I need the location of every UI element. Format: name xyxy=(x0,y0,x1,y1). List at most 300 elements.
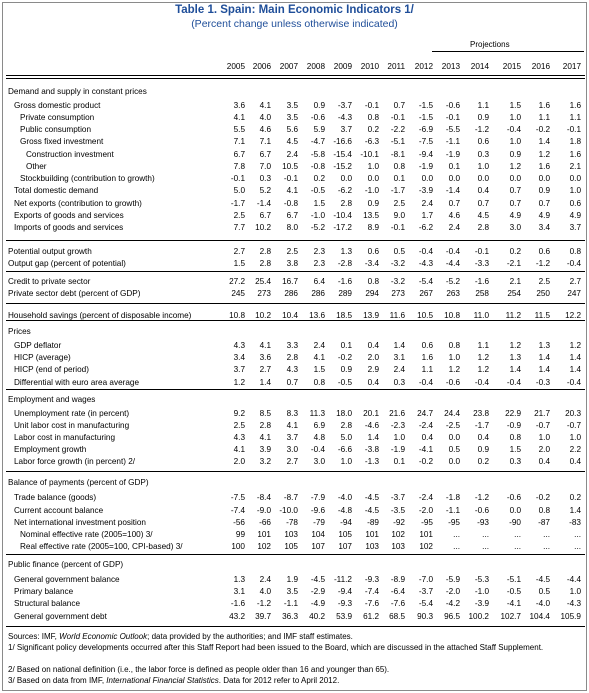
table-cell: -1.9 xyxy=(445,150,460,159)
table-cell: 0.4 xyxy=(569,457,581,466)
section-divider xyxy=(6,303,585,304)
table-row xyxy=(0,444,589,456)
row-label: Credit to private sector xyxy=(8,277,91,286)
row-label: Structural balance xyxy=(14,599,80,608)
table-cell: 0.4 xyxy=(538,457,550,466)
table-title: Table 1. Spain: Main Economic Indicators 1/ xyxy=(175,4,414,16)
table-row xyxy=(0,432,589,444)
table-cell: 24.7 xyxy=(417,409,433,418)
table-cell: 3.1 xyxy=(233,587,245,596)
table-cell: 2.8 xyxy=(259,259,271,268)
table-cell: -7.5 xyxy=(230,493,245,502)
table-cell: 1.2 xyxy=(569,341,581,350)
table-cell: 10.4 xyxy=(282,311,298,320)
table-cell: 3.3 xyxy=(286,341,298,350)
table-cell: -2.0 xyxy=(418,506,433,515)
table-cell: 1.5 xyxy=(233,259,245,268)
table-cell: -0.1 xyxy=(230,174,245,183)
table-cell: 1.0 xyxy=(569,587,581,596)
table-cell: -5.9 xyxy=(445,575,460,584)
table-row xyxy=(0,364,589,376)
table-cell: ... xyxy=(543,542,550,551)
table-cell: 0.3 xyxy=(509,457,521,466)
table-cell: 107 xyxy=(338,542,352,551)
table-cell: 4.1 xyxy=(286,421,298,430)
table-row xyxy=(0,529,589,541)
table-cell: 4.1 xyxy=(259,341,271,350)
row-label: Potential output growth xyxy=(8,247,92,256)
table-cell: 1.2 xyxy=(477,365,489,374)
table-cell: -0.4 xyxy=(506,125,521,134)
table-cell: 1.4 xyxy=(538,137,550,146)
table-cell: -87 xyxy=(538,518,550,527)
row-label: HICP (average) xyxy=(14,353,71,362)
table-cell: 5.2 xyxy=(259,186,271,195)
table-cell: 2.5 xyxy=(233,421,245,430)
table-cell: 11.3 xyxy=(309,409,325,418)
table-cell: 0.0 xyxy=(448,433,460,442)
table-cell: -1.9 xyxy=(390,445,405,454)
section-heading: Prices xyxy=(8,327,31,336)
table-cell: 53.9 xyxy=(336,612,352,621)
table-cell: -1.5 xyxy=(418,101,433,110)
footnote-3: 3/ Based on data from IMF, International Financial Statistics. Data for 2012 refer to April 2012. xyxy=(8,676,340,685)
table-cell: -11.2 xyxy=(333,575,352,584)
table-row xyxy=(0,456,589,468)
table-cell: -5.2 xyxy=(310,223,325,232)
table-cell: -4.9 xyxy=(310,599,325,608)
table-cell: 8.5 xyxy=(259,409,271,418)
table-cell: -3.2 xyxy=(390,259,405,268)
row-label: Imports of goods and services xyxy=(14,223,124,232)
table-cell: -5.3 xyxy=(474,575,489,584)
table-cell: 11.5 xyxy=(534,311,550,320)
table-cell: -0.1 xyxy=(390,223,405,232)
table-cell: 289 xyxy=(338,289,352,298)
table-row xyxy=(0,198,589,210)
table-cell: 8.9 xyxy=(367,223,379,232)
table-cell: 3.9 xyxy=(259,445,271,454)
table-cell: -0.4 xyxy=(566,378,581,387)
table-cell: 3.7 xyxy=(286,433,298,442)
table-cell: 245 xyxy=(231,289,245,298)
table-cell: 10.5 xyxy=(417,311,433,320)
table-cell: 0.7 xyxy=(448,199,460,208)
table-cell: 3.5 xyxy=(286,101,298,110)
table-cell: 3.5 xyxy=(286,113,298,122)
table-cell: -5.1 xyxy=(390,137,405,146)
row-label: Real effective rate (2005=100, CPI-based) 3/ xyxy=(20,542,183,551)
row-label: Stockbuilding (contribution to growth) xyxy=(20,174,155,183)
year-header: 2012 xyxy=(414,62,433,71)
table-cell: 102 xyxy=(391,530,405,539)
table-cell: -4.1 xyxy=(418,445,433,454)
table-cell: 3.7 xyxy=(233,365,245,374)
table-cell: -4.5 xyxy=(535,575,550,584)
table-cell: 2.4 xyxy=(393,365,405,374)
table-cell: 1.2 xyxy=(233,378,245,387)
table-cell: -4.7 xyxy=(310,137,325,146)
table-cell: 4.5 xyxy=(286,137,298,146)
table-cell: 0.2 xyxy=(367,125,379,134)
table-cell: -15.2 xyxy=(333,162,352,171)
table-cell: -3.7 xyxy=(418,587,433,596)
table-cell: 4.1 xyxy=(259,433,271,442)
table-cell: 2.7 xyxy=(259,365,271,374)
footnote-sources: Sources: IMF, World Economic Outlook; data provided by the authorities; and IMF staff estimates. xyxy=(8,632,353,641)
row-label: Unit labor cost in manufacturing xyxy=(14,421,130,430)
table-cell: 0.7 xyxy=(477,199,489,208)
table-cell: 7.1 xyxy=(259,137,271,146)
table-cell: 0.6 xyxy=(421,341,433,350)
table-cell: -6.2 xyxy=(337,186,352,195)
table-cell: 0.5 xyxy=(393,247,405,256)
section-heading-row xyxy=(0,86,589,98)
table-cell: 0.3 xyxy=(259,174,271,183)
table-cell: 2.0 xyxy=(233,457,245,466)
table-cell: -6.4 xyxy=(390,587,405,596)
table-cell: -0.6 xyxy=(310,113,325,122)
table-cell: -95 xyxy=(448,518,460,527)
table-cell: -7.6 xyxy=(390,599,405,608)
table-cell: -1.6 xyxy=(337,277,352,286)
table-cell: 7.0 xyxy=(259,162,271,171)
table-cell: 12.2 xyxy=(565,311,581,320)
table-cell: -3.7 xyxy=(337,101,352,110)
table-row xyxy=(0,161,589,173)
table-cell: -2.5 xyxy=(445,421,460,430)
table-cell: -1.4 xyxy=(256,199,271,208)
projections-rule xyxy=(432,51,584,52)
table-cell: 286 xyxy=(284,289,298,298)
row-label: Primary balance xyxy=(14,587,74,596)
table-cell: 294 xyxy=(365,289,379,298)
table-cell: 18.5 xyxy=(336,311,352,320)
footnote-2: 2/ Based on national definition (i.e., the labor force is defined as people older than 16 and younger than 65). xyxy=(8,665,390,674)
table-cell: -1.7 xyxy=(390,186,405,195)
table-cell: 0.4 xyxy=(477,433,489,442)
year-header: 2008 xyxy=(306,62,325,71)
table-cell: 101 xyxy=(365,530,379,539)
table-row xyxy=(0,541,589,553)
table-cell: -92 xyxy=(393,518,405,527)
table-cell: 0.4 xyxy=(477,186,489,195)
table-cell: ... xyxy=(574,530,581,539)
table-cell: 1.2 xyxy=(477,353,489,362)
table-cell: 3.6 xyxy=(259,353,271,362)
table-cell: -1.3 xyxy=(364,457,379,466)
table-cell: 2.3 xyxy=(313,259,325,268)
table-cell: 1.4 xyxy=(569,353,581,362)
row-label: General government balance xyxy=(14,575,120,584)
table-cell: 0.1 xyxy=(393,174,405,183)
section-divider xyxy=(6,471,585,472)
table-cell: -0.9 xyxy=(506,421,521,430)
section-divider xyxy=(6,389,585,390)
table-cell: 23.8 xyxy=(473,409,489,418)
table-cell: -0.4 xyxy=(445,247,460,256)
table-cell: -0.1 xyxy=(364,101,379,110)
row-label: Gross domestic product xyxy=(14,101,101,110)
table-cell: 8.3 xyxy=(286,409,298,418)
table-cell: -0.1 xyxy=(445,113,460,122)
table-cell: 13.9 xyxy=(363,311,379,320)
table-cell: 2.7 xyxy=(286,457,298,466)
table-cell: 100 xyxy=(231,542,245,551)
row-label: Net exports (contribution to growth) xyxy=(14,199,142,208)
table-cell: -9.3 xyxy=(337,599,352,608)
table-cell: -1.0 xyxy=(364,186,379,195)
table-row xyxy=(0,377,589,389)
section-divider xyxy=(6,240,585,241)
table-cell: 2.3 xyxy=(313,247,325,256)
table-cell: 1.0 xyxy=(509,137,521,146)
table-cell: -0.5 xyxy=(310,186,325,195)
table-cell: -6.9 xyxy=(418,125,433,134)
table-cell: 0.4 xyxy=(367,341,379,350)
table-cell: 1.1 xyxy=(538,113,550,122)
table-cell: 0.8 xyxy=(393,162,405,171)
table-cell: 5.0 xyxy=(233,186,245,195)
table-cell: 1.5 xyxy=(313,365,325,374)
table-cell: 1.4 xyxy=(569,506,581,515)
table-cell: 13.5 xyxy=(363,211,379,220)
table-cell: -1.0 xyxy=(310,211,325,220)
table-cell: 4.0 xyxy=(259,587,271,596)
table-cell: 4.3 xyxy=(286,365,298,374)
table-cell: 4.6 xyxy=(448,211,460,220)
table-cell: 0.4 xyxy=(367,378,379,387)
table-cell: -5.5 xyxy=(445,125,460,134)
table-cell: 105 xyxy=(284,542,298,551)
table-cell: 1.3 xyxy=(340,247,352,256)
table-cell: 0.3 xyxy=(393,378,405,387)
table-cell: 1.5 xyxy=(509,101,521,110)
table-cell: 103 xyxy=(284,530,298,539)
table-row xyxy=(0,340,589,352)
table-cell: 5.0 xyxy=(340,433,352,442)
table-row xyxy=(0,505,589,517)
table-cell: -6.2 xyxy=(418,223,433,232)
table-cell: 0.1 xyxy=(448,162,460,171)
table-cell: 0.8 xyxy=(569,247,581,256)
table-row xyxy=(0,246,589,258)
table-cell: 1.6 xyxy=(538,162,550,171)
row-label: Household savings (percent of disposable income) xyxy=(8,311,192,320)
table-cell: -1.0 xyxy=(474,587,489,596)
table-cell: -0.8 xyxy=(283,199,298,208)
table-cell: 103 xyxy=(391,542,405,551)
table-row xyxy=(0,124,589,136)
table-cell: 0.8 xyxy=(538,506,550,515)
table-cell: 1.0 xyxy=(393,433,405,442)
row-label: Net international investment position xyxy=(14,518,146,527)
table-cell: 2.4 xyxy=(259,575,271,584)
section-divider xyxy=(6,271,585,272)
table-cell: 0.9 xyxy=(313,101,325,110)
table-cell: 3.7 xyxy=(340,125,352,134)
row-label: Private sector debt (percent of GDP) xyxy=(8,289,141,298)
table-cell: 8.0 xyxy=(286,223,298,232)
table-cell: 107 xyxy=(311,542,325,551)
table-cell: -4.3 xyxy=(418,259,433,268)
row-label: Trade balance (goods) xyxy=(14,493,97,502)
table-cell: -83 xyxy=(569,518,581,527)
table-cell: -10.4 xyxy=(333,211,352,220)
section-heading-row xyxy=(0,477,589,489)
table-cell: 10.2 xyxy=(255,311,271,320)
table-cell: -0.1 xyxy=(474,247,489,256)
table-cell: -2.3 xyxy=(390,421,405,430)
table-cell: 2.0 xyxy=(367,353,379,362)
table-cell: 1.0 xyxy=(569,433,581,442)
table-row xyxy=(0,222,589,234)
table-cell: 104 xyxy=(311,530,325,539)
table-cell: 43.2 xyxy=(229,612,245,621)
table-cell: 5.9 xyxy=(313,125,325,134)
table-cell: 105.9 xyxy=(560,612,581,621)
table-cell: 7.8 xyxy=(233,162,245,171)
row-label: Labor force growth (in percent) 2/ xyxy=(14,457,136,466)
table-cell: -4.5 xyxy=(364,506,379,515)
table-cell: 0.9 xyxy=(538,186,550,195)
table-cell: -10.1 xyxy=(360,150,379,159)
table-cell: 3.0 xyxy=(286,445,298,454)
table-cell: 101 xyxy=(257,530,271,539)
table-cell: 0.2 xyxy=(569,493,581,502)
table-cell: 39.7 xyxy=(255,612,271,621)
row-label: Employment growth xyxy=(14,445,87,454)
table-cell: -3.2 xyxy=(390,277,405,286)
table-row xyxy=(0,173,589,185)
table-cell: 0.0 xyxy=(448,457,460,466)
table-cell: 1.0 xyxy=(569,186,581,195)
table-cell: 96.5 xyxy=(444,612,460,621)
table-cell: -5.8 xyxy=(310,150,325,159)
year-header: 2005 xyxy=(226,62,245,71)
table-cell: 25.4 xyxy=(255,277,271,286)
table-cell: 2.8 xyxy=(286,353,298,362)
table-cell: 2.9 xyxy=(367,365,379,374)
table-cell: 1.0 xyxy=(477,162,489,171)
table-cell: 267 xyxy=(419,289,433,298)
table-cell: 6.9 xyxy=(313,421,325,430)
table-cell: 102 xyxy=(257,542,271,551)
table-cell: -0.1 xyxy=(566,125,581,134)
table-cell: 2.4 xyxy=(313,341,325,350)
table-row xyxy=(0,408,589,420)
table-cell: 4.1 xyxy=(313,353,325,362)
section-divider xyxy=(6,554,585,555)
table-cell: -16.6 xyxy=(333,137,352,146)
table-cell: -5.2 xyxy=(445,277,460,286)
table-cell: -0.2 xyxy=(337,353,352,362)
table-cell: 1.7 xyxy=(421,211,433,220)
table-cell: 0.6 xyxy=(367,247,379,256)
table-cell: -95 xyxy=(421,518,433,527)
table-cell: 1.5 xyxy=(313,199,325,208)
table-cell: 9.2 xyxy=(233,409,245,418)
table-cell: -4.2 xyxy=(445,599,460,608)
table-cell: -0.4 xyxy=(310,445,325,454)
table-cell: 0.7 xyxy=(393,101,405,110)
section-divider xyxy=(6,320,585,321)
table-cell: -15.4 xyxy=(333,150,352,159)
table-cell: 1.6 xyxy=(538,101,550,110)
table-row xyxy=(0,574,589,586)
table-cell: -7.4 xyxy=(364,587,379,596)
table-cell: 247 xyxy=(567,289,581,298)
table-row xyxy=(0,611,589,623)
table-cell: 0.0 xyxy=(509,174,521,183)
table-cell: -9.4 xyxy=(337,587,352,596)
table-cell: -0.4 xyxy=(418,247,433,256)
table-cell: 61.2 xyxy=(363,612,379,621)
table-row xyxy=(0,210,589,222)
table-cell: 1.4 xyxy=(569,365,581,374)
table-cell: -0.8 xyxy=(310,162,325,171)
table-cell: 103 xyxy=(365,542,379,551)
table-cell: -1.9 xyxy=(418,162,433,171)
table-cell: 0.5 xyxy=(538,587,550,596)
table-cell: 10.8 xyxy=(229,311,245,320)
table-cell: -0.2 xyxy=(418,457,433,466)
table-cell: -0.4 xyxy=(566,259,581,268)
table-cell: 0.0 xyxy=(340,174,352,183)
table-cell: -0.6 xyxy=(474,506,489,515)
table-cell: -4.0 xyxy=(337,493,352,502)
table-cell: 10.5 xyxy=(282,162,298,171)
table-cell: 20.1 xyxy=(363,409,379,418)
year-header: 2014 xyxy=(470,62,489,71)
table-cell: ... xyxy=(453,542,460,551)
table-cell: 258 xyxy=(475,289,489,298)
table-cell: -78 xyxy=(286,518,298,527)
table-cell: 0.8 xyxy=(367,277,379,286)
table-cell: -3.5 xyxy=(390,506,405,515)
table-cell: 1.9 xyxy=(286,575,298,584)
table-cell: 40.2 xyxy=(309,612,325,621)
table-cell: 7.1 xyxy=(233,137,245,146)
section-heading: Demand and supply in constant prices xyxy=(8,87,147,96)
table-row xyxy=(0,598,589,610)
table-cell: 18.0 xyxy=(336,409,352,418)
table-cell: -1.7 xyxy=(230,199,245,208)
table-cell: 0.6 xyxy=(538,247,550,256)
table-cell: 4.9 xyxy=(569,211,581,220)
table-cell: 0.8 xyxy=(313,378,325,387)
table-cell: -8.7 xyxy=(283,493,298,502)
table-cell: 1.4 xyxy=(393,341,405,350)
section-heading-row xyxy=(0,559,589,571)
table-cell: 2.7 xyxy=(569,277,581,286)
table-cell: 9.0 xyxy=(393,211,405,220)
table-cell: 4.8 xyxy=(313,433,325,442)
table-row xyxy=(0,276,589,288)
table-cell: 4.3 xyxy=(233,433,245,442)
table-cell: 0.2 xyxy=(477,457,489,466)
section-heading: Employment and wages xyxy=(8,395,96,404)
table-cell: 68.5 xyxy=(389,612,405,621)
year-header: 2016 xyxy=(531,62,550,71)
table-cell: 7.7 xyxy=(233,223,245,232)
table-bottom-rule xyxy=(6,626,585,627)
table-cell: -3.4 xyxy=(364,259,379,268)
row-label: Private consumption xyxy=(20,113,95,122)
footnote-1: 1/ Significant policy developments occurred after this Staff Report had been issued to the Board, which are discussed in the attached Staff Supplement. xyxy=(8,643,544,652)
year-header: 2015 xyxy=(502,62,521,71)
table-cell: -3.9 xyxy=(474,599,489,608)
